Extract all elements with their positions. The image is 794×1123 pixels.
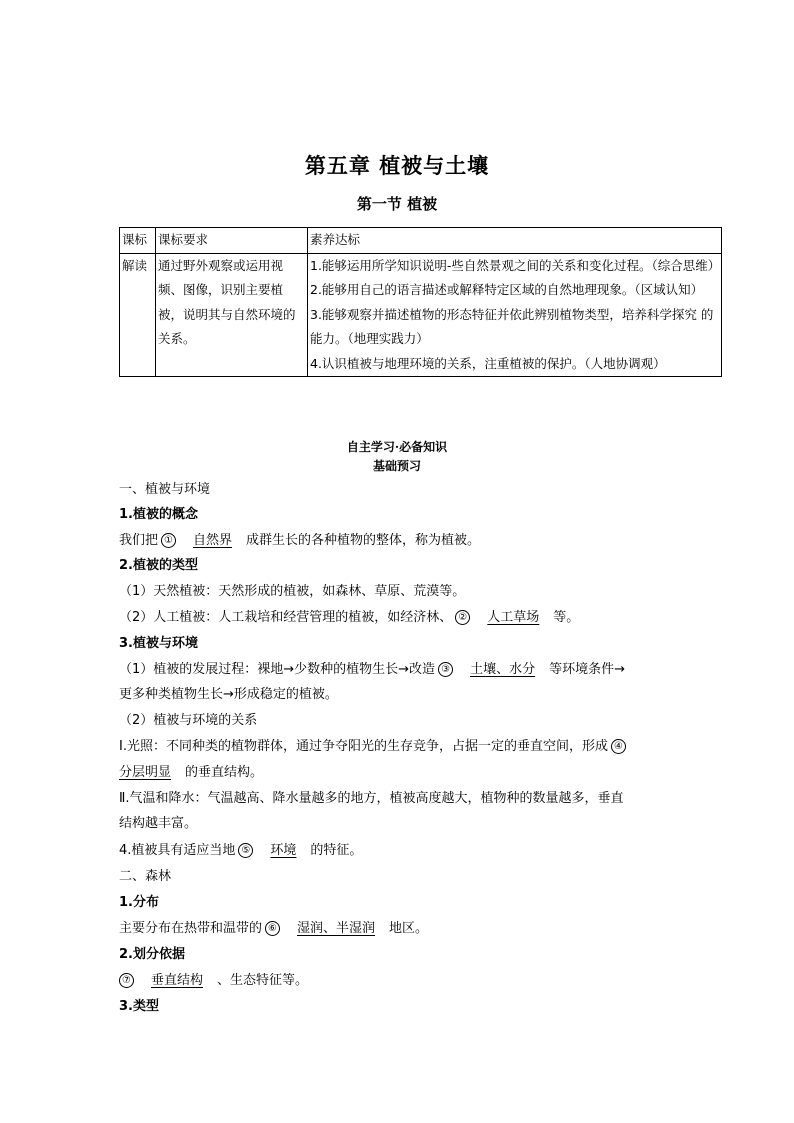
s3-light-cont [119, 764, 699, 782]
circle-number-6: ⑥ [265, 921, 280, 936]
circle-number-7: ⑦ [119, 973, 134, 988]
header-cell-requirement: 课标要求 [156, 228, 308, 254]
literacy-item: 2.能够用自己的语言描述或解释特定区域的自然地理现象。（区域认知） [310, 282, 704, 297]
s4-post: 的特征。 [310, 843, 363, 858]
s2-artificial [119, 609, 699, 627]
table-header-row [120, 228, 722, 254]
answer-4: 分层明显 [119, 765, 172, 780]
circle-number-2: ② [455, 610, 470, 625]
preview-heading: 基础预习 [372, 459, 421, 473]
circle-number-4: ④ [611, 739, 626, 754]
s1-line [119, 532, 699, 550]
s3-process-cont: 更多种类植物生长→形成稳定的植被。 [119, 687, 338, 702]
s2-natural: （1）天然植被：天然形成的植被，如森林、草原、荒漠等。 [119, 584, 466, 599]
circle-number-5: ⑤ [238, 843, 253, 858]
f1-line [119, 920, 699, 938]
standards-table [119, 227, 722, 377]
s3-process [119, 661, 699, 679]
chapter-title: 第五章 植被与土壤 [304, 153, 490, 178]
s1-post: 成群生长的各种植物的整体，称为植被。 [246, 533, 481, 548]
answer-2: 人工草场 [487, 610, 540, 625]
answer-6: 湿润、半湿润 [297, 921, 376, 936]
requirement-text: 通过野外观察或运用视频、图像，识别主要植被，说明其与自然环境的关系。 [156, 253, 308, 377]
f1-title: 1.分布 [119, 895, 159, 910]
part1-heading: 一、植被与环境 [119, 482, 211, 497]
s2-title: 2.植被的类型 [119, 558, 198, 573]
circle-number-3: ③ [438, 662, 453, 677]
s2-2-pre: （2）人工植被：人工栽培和经营管理的植被，如经济林、 [119, 610, 453, 625]
header-cell-literacy: 素养达标 [308, 228, 722, 254]
literacy-item: 4.认识植被与地理环境的关系，注重植被的保护。（人地协调观） [310, 355, 666, 371]
literacy-item: 3.能够观察并描述植物的形态特征并依此辨别植物类型，培养科学探究 的能力。（地理实践力） [310, 306, 714, 346]
answer-5: 环境 [270, 843, 297, 858]
circle-number-1: ① [161, 533, 176, 548]
s2-2-post: 等。 [553, 610, 580, 625]
study-heading: 自主学习·必备知识 [346, 440, 448, 454]
s4-line [119, 842, 699, 860]
f1-post: 地区。 [389, 921, 429, 936]
s3-temp: Ⅱ.气温和降水：气温越高、降水量越多的地方，植被高度越大，植物种的数量越多，垂直 [119, 791, 624, 806]
s3-1-post: 等环境条件→ [549, 662, 625, 677]
s3-temp-cont: 结构越丰富。 [119, 816, 198, 831]
table-row [120, 253, 722, 377]
s4-pre: 4.植被具有适应当地 [119, 843, 236, 858]
literacy-cell [308, 253, 722, 377]
s1-title: 1.植被的概念 [119, 507, 198, 522]
s3-light-post: 的垂直结构。 [185, 765, 264, 780]
f2-post: 、生态特征等。 [217, 973, 309, 988]
f2-title: 2.划分依据 [119, 947, 185, 962]
s3-relation: （2）植被与环境的关系 [119, 713, 258, 728]
s3-light [119, 738, 699, 756]
answer-3: 土壤、水分 [470, 662, 536, 677]
s3-1-pre: （1）植被的发展过程：裸地→少数种的植物生长→改造 [119, 662, 436, 677]
s1-pre: 我们把 [119, 533, 159, 548]
f3-title: 3.类型 [119, 999, 159, 1014]
row-label: 解读 [120, 253, 156, 377]
header-cell-standard: 课标 [120, 228, 156, 254]
literacy-item: 1.能够运用所学知识说明-些自然景观之间的关系和变化过程。（综合思维） [310, 257, 721, 273]
section-title: 第一节 植被 [356, 195, 438, 213]
f2-line [119, 972, 699, 990]
answer-7: 垂直结构 [151, 973, 204, 988]
part2-heading: 二、森林 [119, 869, 172, 884]
s3-light-pre: Ⅰ.光照：不同种类的植物群体，通过争夺阳光的生存竞争，占据一定的垂直空间，形成 [119, 739, 608, 754]
f1-pre: 主要分布在热带和温带的 [119, 921, 263, 936]
s3-title: 3.植被与环境 [119, 636, 198, 651]
answer-1: 自然界 [193, 533, 233, 548]
